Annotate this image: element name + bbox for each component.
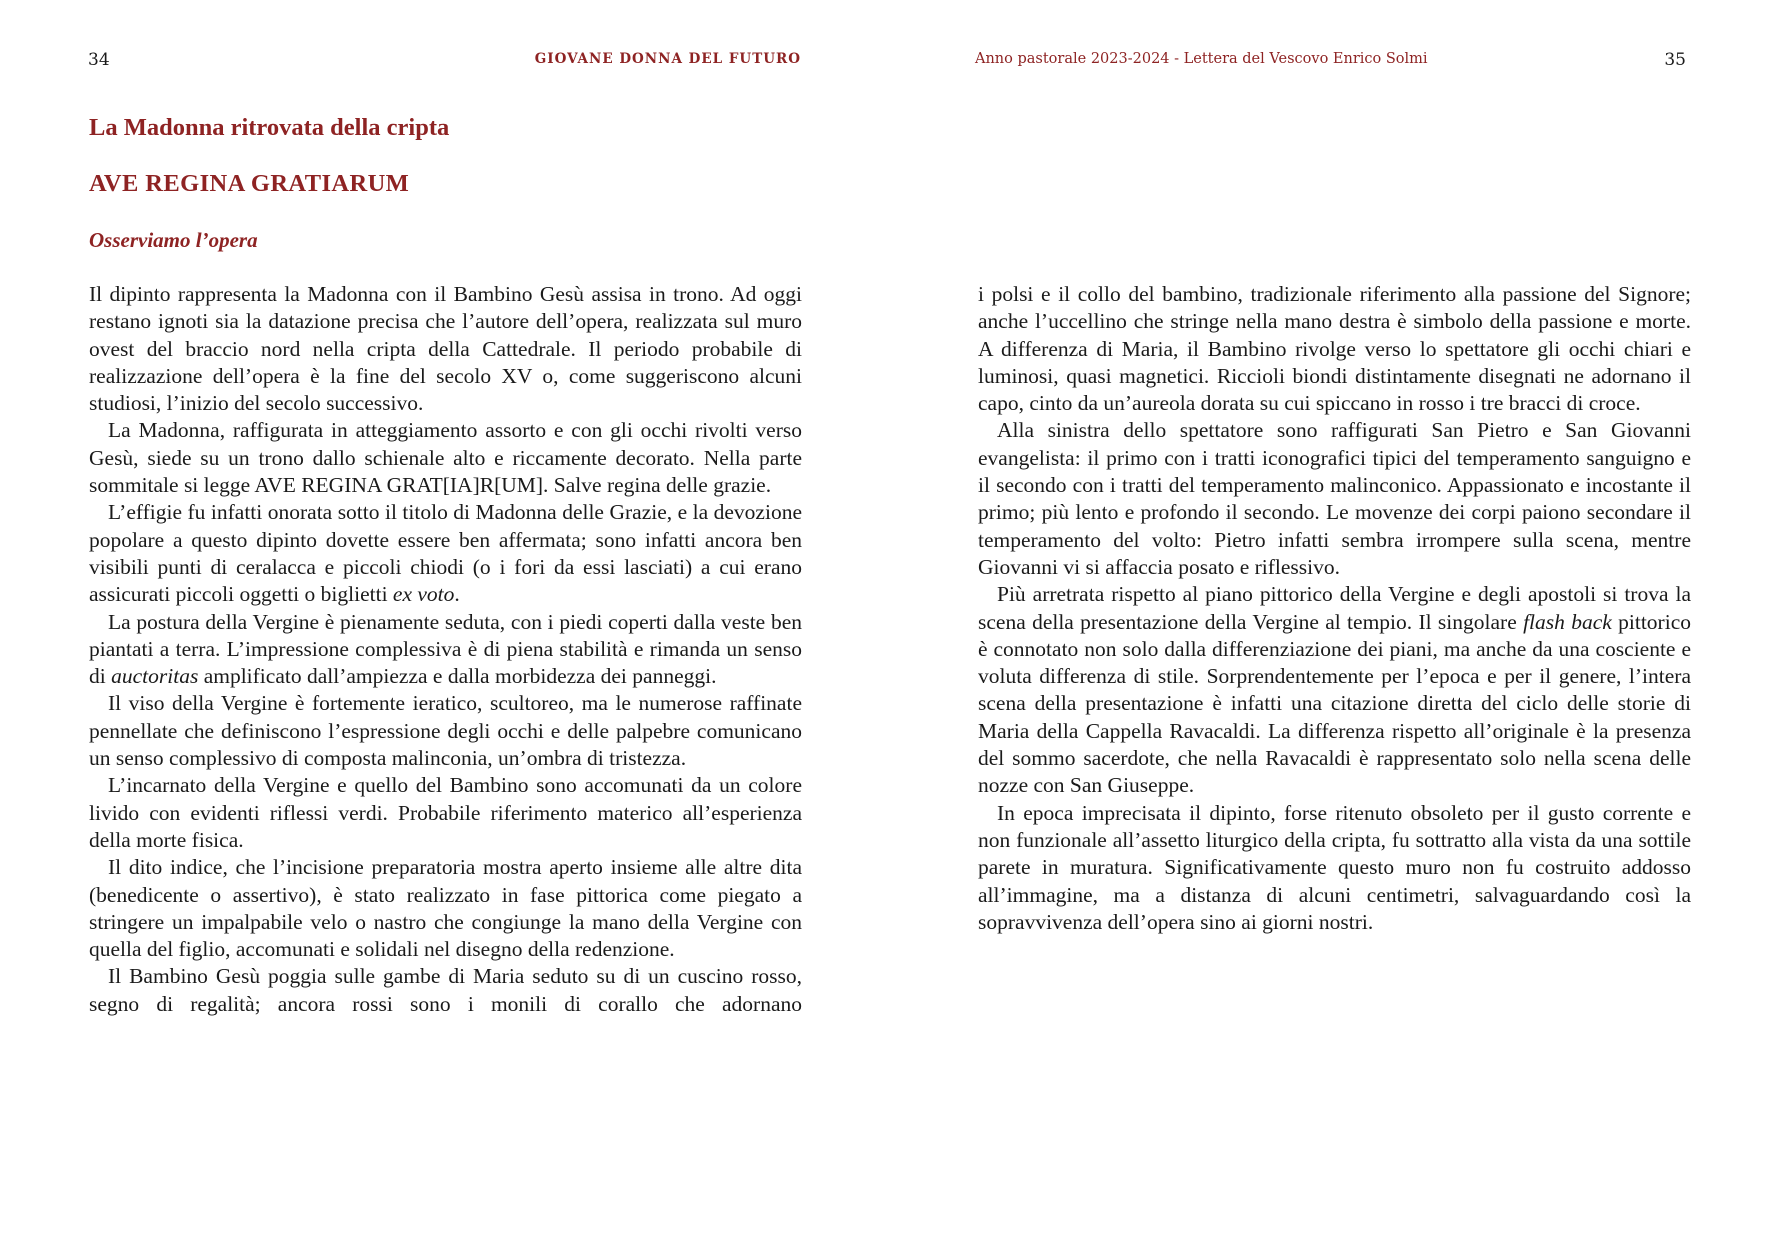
chapter-title: La Madonna ritrovata della cripta — [89, 114, 450, 141]
italic-term: ex voto — [392, 582, 455, 607]
paragraph: i polsi e il collo del bambino, tradizionale riferimento alla passione del Signore; anche l’uccellino che stringe nella mano destra è simbolo della passione e morte. A differenza di Maria, il Bambino rivolge verso lo spettatore gli occhi chiari e luminosi, quasi magnetici. Riccioli biondi distintamente disegnati ne adornano il capo, cinto da un’aureola dorata su cui spiccano in rosso i tre bracci di croce. — [978, 282, 1691, 416]
body-text — [89, 281, 802, 1018]
paragraph: Il dito indice, che l’incisione preparatoria mostra aperto insieme alle altre dita (benedicente o assertivo), è stato realizzato in fase pittorica come piegato a stringere un impalpabile velo o nastro che congiunge la mano della Vergine con quella del figlio, accomunati e solidali nel disegno della redenzione. — [89, 855, 802, 962]
paragraph: La Madonna, raffigurata in atteggiamento assorto e con gli occhi rivolti verso Gesù, siede su un trono dallo schienale alto e riccamente decorato. Nella parte sommitale si legge AVE REGINA GRAT[IA]R[UM]. Salve regina delle grazie. — [89, 418, 802, 498]
running-head: GIOVANE DONNA DEL FUTURO — [534, 51, 801, 67]
paragraph: Il viso della Vergine è fortemente ieratico, scultoreo, ma le numerose raffinate pennellate che definiscono l’espressione degli occhi e delle palpebre comunicano un senso complessivo di composta malinconia, un’ombra di tristezza. — [89, 691, 802, 771]
chapter-subtitle: AVE REGINA GRATIARUM — [89, 170, 410, 197]
body-text — [978, 281, 1691, 936]
paragraph: L’effigie fu infatti onorata sotto il titolo di Madonna delle Grazie, e la devozione popolare a questo dipinto dovette essere ben affermata; sono infatti ancora ben visibili punti di ceralacca e piccoli chiodi (o i fori da essi lasciati) a cui erano assicurati piccoli oggetti o biglietti ex voto. — [89, 500, 802, 607]
paragraph: Più arretrata rispetto al piano pittorico della Vergine e degli apostoli si trova la scena della presentazione della Vergine al tempio. Il singolare flash back pittorico è connotato non solo dalla differenziazione dei piani, ma anche da una cosciente e voluta differenza di stile. Sorprendentemente per l’epoca e per il genere, l’intera scena della presentazione è infatti una citazione diretta del ciclo delle storie di Maria della Cappella Ravacaldi. La differenza rispetto all’originale è la presenza del sommo sacerdote, che nella Ravacaldi è rappresentato solo nella scena delle nozze con San Giuseppe. — [978, 582, 1691, 798]
paragraph: L’incarnato della Vergine e quello del Bambino sono accomunati da un colore livido con evidenti riflessi verdi. Probabile riferimento materico all’esperienza della morte fisica. — [89, 773, 802, 852]
italic-term: auctoritas — [111, 664, 199, 689]
italic-term: flash back — [1523, 609, 1612, 634]
running-head: Anno pastorale 2023-2024 - Lettera del Vescovo Enrico Solmi — [975, 51, 1428, 67]
page-number: 35 — [1664, 50, 1686, 70]
page-number: 34 — [88, 50, 110, 70]
paragraph: La postura della Vergine è pienamente seduta, con i piedi coperti dalla veste ben piantati a terra. L’impressione complessiva è di piena stabilità e rimanda un senso di auctoritas amplificato dall’ampiezza e dalla morbidezza dei panneggi. — [89, 609, 802, 689]
paragraph: Il dipinto rappresenta la Madonna con il Bambino Gesù assisa in trono. Ad oggi restano ignoti sia la datazione precisa che l’autore dell’opera, realizzata sul muro ovest del braccio nord nella cripta della Cattedrale. Il periodo probabile di realizzazione dell’opera è la fine del secolo XV o, come suggeriscono alcuni studiosi, l’inizio del secolo successivo. — [89, 282, 802, 416]
paragraph: In epoca imprecisata il dipinto, forse ritenuto obsoleto per il gusto corrente e non funzionale all’assetto liturgico della cripta, fu sottratto alla vista da una sottile parete in muratura. Significativamente questo muro non fu costruito addosso all’immagine, ma a distanza di alcuni centimetri, salvaguardando così la sopravvivenza dell’opera sino ai giorni nostri. — [978, 800, 1691, 934]
section-heading: Osserviamo l’opera — [89, 228, 258, 252]
right-page — [886, 0, 1772, 1240]
paragraph: Il Bambino Gesù poggia sulle gambe di Maria seduto su di un cuscino rosso, segno di regalità; ancora rossi sono i monili di corallo che adornano — [89, 964, 802, 1016]
paragraph: Alla sinistra dello spettatore sono raffigurati San Pietro e San Giovanni evangelista: il primo con i tratti iconografici tipici del temperamento sanguigno e il secondo con i tratti del temperamento malinconico. Appassionato e incostante il primo; più lento e profondo il secondo. Le movenze dei corpi paiono secondare il temperamento del volto: Pietro infatti sembra irrompere sulla scena, mentre Giovanni vi si affaccia posato e riflessivo. — [978, 418, 1691, 579]
